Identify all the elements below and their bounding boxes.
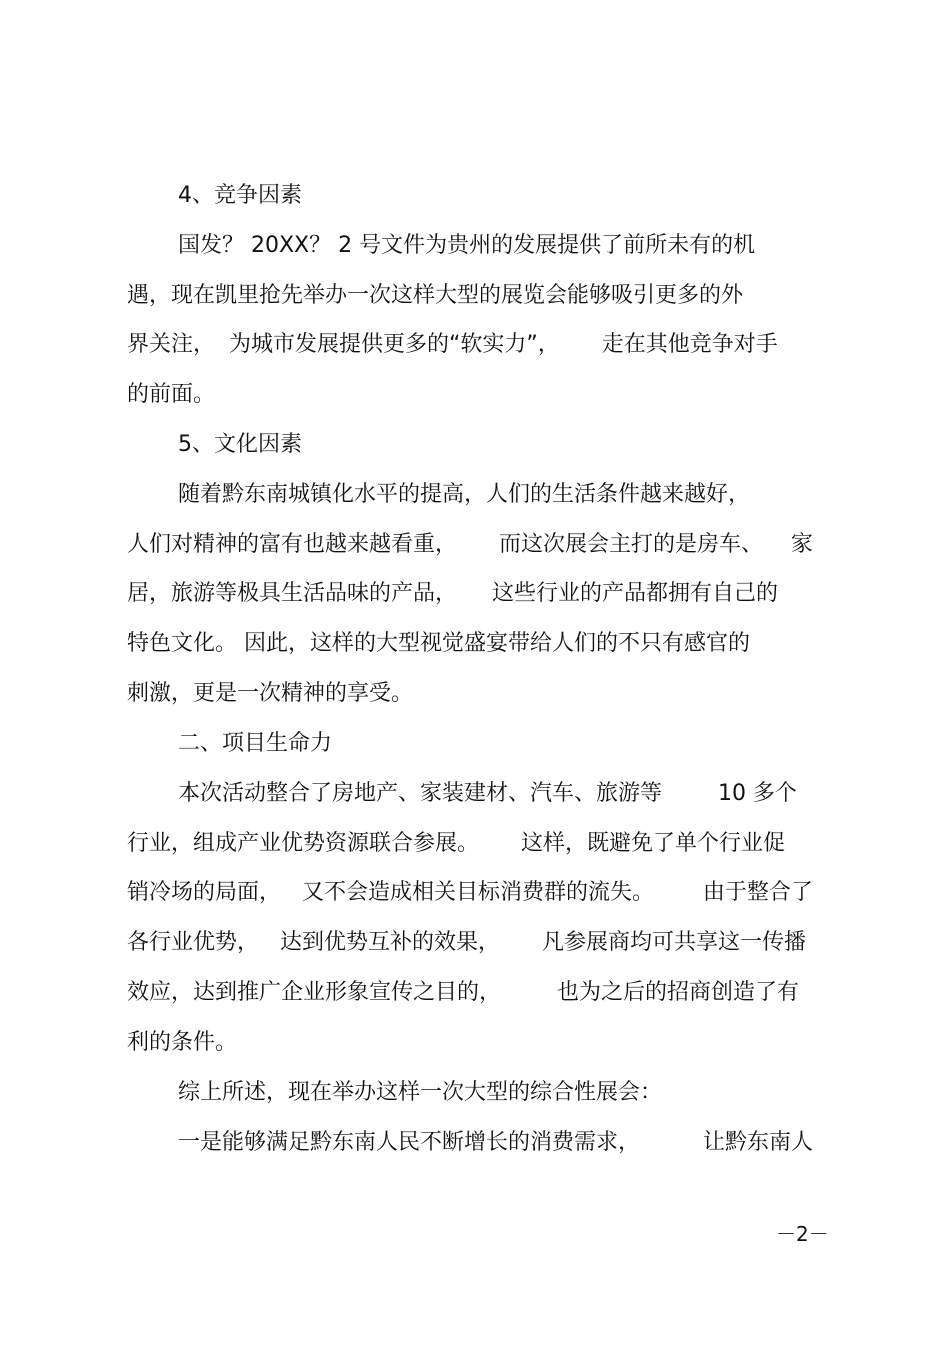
paragraph-line: 居，旅游等极具生活品味的产品， 这些行业的产品都拥有自己的	[127, 581, 778, 606]
heading-culture-factor: 5、文化因素	[178, 432, 302, 457]
paragraph-line: 一是能够满足黔东南人民不断增长的消费需求， 让黔东南人	[178, 1130, 813, 1155]
heading-competition-factor: 4、竞争因素	[178, 183, 302, 208]
paragraph-line: 的前面。	[127, 382, 216, 407]
paragraph-line: 人们对精神的富有也越来越看重， 而这次展会主打的是房车、 家	[127, 532, 813, 557]
paragraph-line: 特色文化。 因此，这样的大型视觉盛宴带给人们的不只有感官的	[127, 631, 750, 656]
paragraph-line: 国发？ 20XX？ 2 号文件为贵州的发展提供了前所未有的机	[178, 233, 756, 258]
paragraph-line: 随着黔东南城镇化水平的提高，人们的生活条件越来越好，	[178, 482, 751, 507]
paragraph-line: 各行业优势， 达到优势互补的效果， 凡参展商均可共享这一传播	[127, 930, 806, 955]
paragraph-line: 界关注， 为城市发展提供更多的“软实力”， 走在其他竞争对手	[127, 332, 778, 357]
paragraph-line: 刺激，更是一次精神的享受。	[127, 681, 414, 706]
paragraph-line: 本次活动整合了房地产、家装建材、汽车、旅游等 10 多个	[178, 781, 797, 806]
paragraph-line: 综上所述，现在举办这样一次大型的综合性展会：	[178, 1080, 663, 1105]
paragraph-line: 效应，达到推广企业形象宣传之目的， 也为之后的招商创造了有	[127, 980, 799, 1005]
paragraph-line: 销冷场的局面， 又不会造成相关目标消费群的流失。 由于整合了	[127, 880, 813, 905]
heading-project-vitality: 二、项目生命力	[178, 731, 333, 756]
page-number: －2－	[776, 1222, 829, 1246]
paragraph-line: 遇，现在凯里抢先举办一次这样大型的展览会能够吸引更多的外	[127, 283, 744, 308]
paragraph-line: 行业，组成产业优势资源联合参展。 这样，既避免了单个行业促	[127, 831, 785, 856]
paragraph-line: 利的条件。	[127, 1030, 238, 1055]
